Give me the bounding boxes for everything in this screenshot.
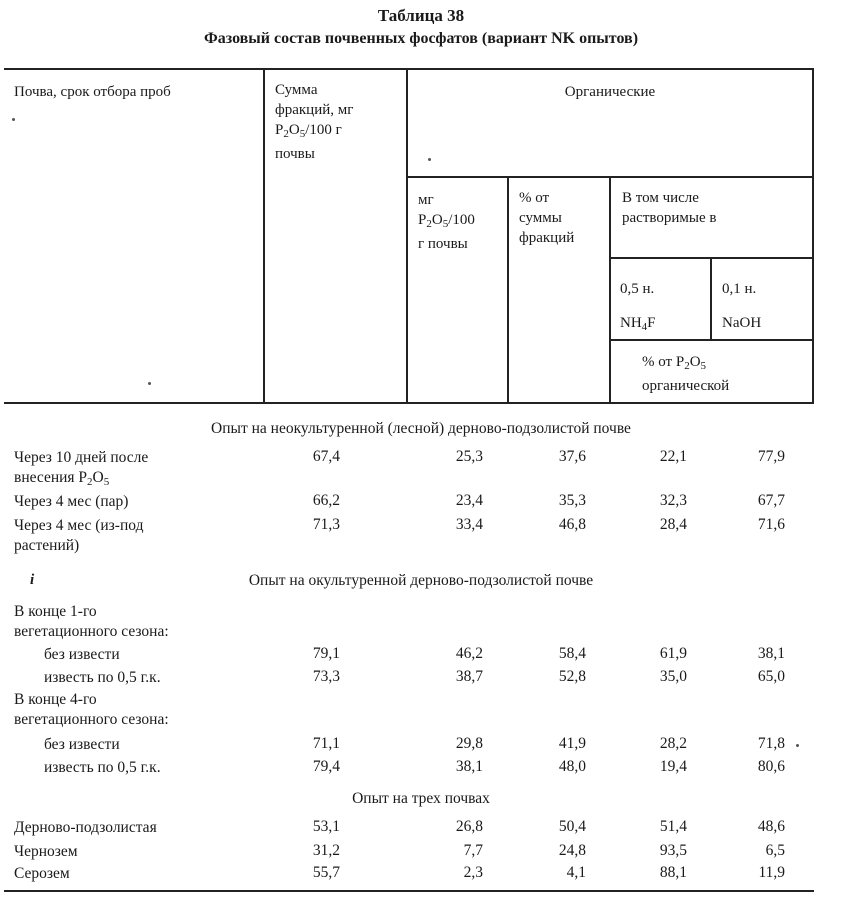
scan-speck <box>148 382 151 385</box>
header-nh4f: 0,5 н. $NH_4F$ <box>620 281 656 333</box>
cell-value: 32,3 <box>659 492 687 509</box>
cell-value: 61,9 <box>659 645 687 662</box>
cell-value: 31,2 <box>312 842 340 859</box>
row-label: Через 4 мес (пар) <box>14 493 129 510</box>
row-label: без извести <box>44 646 120 663</box>
header-sum: Сумма фракций, мг $P_2O_5/100$ г почвы <box>275 82 354 162</box>
cell-value: 77,9 <box>757 448 785 465</box>
header-pct-organic: % от $P_2O_5$ органической <box>642 354 730 394</box>
cell-value: 93,5 <box>659 842 687 859</box>
section-heading-three-soils: Опыт на трех почвах <box>352 790 490 807</box>
cell-value: 38,1 <box>455 758 483 775</box>
cell-value: 23,4 <box>455 492 483 509</box>
cell-value: 71,8 <box>757 735 785 752</box>
cell-value: 73,3 <box>312 668 340 685</box>
cell-value: 79,1 <box>312 645 340 662</box>
cell-value: 58,4 <box>558 645 586 662</box>
cell-value: 46,8 <box>558 516 586 533</box>
cell-value: 65,0 <box>757 668 785 685</box>
scan-speck <box>428 158 431 161</box>
cell-value: 11,9 <box>758 864 785 881</box>
cell-value: 28,4 <box>659 516 687 533</box>
cell-value: 28,2 <box>659 735 687 752</box>
table-title: Таблица 38 <box>377 6 465 25</box>
header-soluble: В том числе растворимые в <box>622 190 717 226</box>
row-label: Чернозем <box>14 843 78 860</box>
table-subtitle: Фазовый состав почвенных фосфатов (вариант NK опытов) <box>203 30 639 47</box>
cell-value: 79,4 <box>312 758 340 775</box>
scan-speck <box>796 744 799 747</box>
header-organic: Органические <box>564 84 656 100</box>
cell-value: 50,4 <box>558 818 586 835</box>
row-label: известь по 0,5 г.к. <box>44 669 161 686</box>
header-divider-2 <box>406 68 408 404</box>
header-bottom-rule <box>4 402 814 404</box>
header-top-rule <box>4 68 814 70</box>
cell-value: 38,1 <box>757 645 785 662</box>
header-naoh: 0,1 н. NaOH <box>722 281 762 331</box>
header-mg: мг $P_2O_5/100$ г почвы <box>418 192 475 252</box>
row-label: Через 4 мес (из-под растений) <box>14 517 144 554</box>
header-divider-4 <box>609 176 611 404</box>
row-label: Через 10 дней после внесения $P_2O_5$ <box>14 449 149 488</box>
cell-value: 24,8 <box>558 842 586 859</box>
cell-value: 71,3 <box>312 516 340 533</box>
header-divider-3 <box>507 176 509 404</box>
cell-value: 80,6 <box>757 758 785 775</box>
row-label: без извести <box>44 736 120 753</box>
cell-value: 46,2 <box>455 645 483 662</box>
cell-value: 25,3 <box>455 448 483 465</box>
row-label: В конце 4-го вегетационного сезона: <box>14 691 169 728</box>
cell-value: 48,0 <box>558 758 586 775</box>
cell-value: 38,7 <box>455 668 483 685</box>
row-label: Дерново-подзолистая <box>14 819 157 836</box>
cell-value: 67,7 <box>757 492 785 509</box>
cell-value: 26,8 <box>455 818 483 835</box>
row-label: В конце 1-го вегетационного сезона: <box>14 603 169 640</box>
cell-value: 52,8 <box>558 668 586 685</box>
scan-speck <box>12 118 15 121</box>
row-label: Серозем <box>14 865 70 882</box>
section-heading-forest: Опыт на неокультуренной (лесной) дерново-подзолистой почве <box>211 420 631 437</box>
cell-value: 37,6 <box>558 448 586 465</box>
cell-value: 71,1 <box>312 735 340 752</box>
cell-value: 6,5 <box>765 842 785 859</box>
cell-value: 19,4 <box>659 758 687 775</box>
cell-value: 2,3 <box>463 864 483 881</box>
cell-value: 35,3 <box>558 492 586 509</box>
row-label: известь по 0,5 г.к. <box>44 759 161 776</box>
header-pct-sum: % от суммы фракций <box>519 190 575 246</box>
table-bottom-rule <box>4 890 814 892</box>
cell-value: 22,1 <box>659 448 687 465</box>
cell-value: 33,4 <box>455 516 483 533</box>
cell-value: 66,2 <box>312 492 340 509</box>
header-divider-5 <box>710 257 712 339</box>
header-right-edge <box>812 68 814 404</box>
cell-value: 71,6 <box>757 516 785 533</box>
section-heading-cultivated: Опыт на окультуренной дерново-подзолистой почве <box>248 572 594 589</box>
header-divider-1 <box>263 68 265 404</box>
header-soil: Почва, срок отбора проб <box>14 84 171 100</box>
cell-value: 88,1 <box>659 864 687 881</box>
cell-value: 7,7 <box>463 842 483 859</box>
cell-value: 53,1 <box>312 818 340 835</box>
cell-value: 35,0 <box>659 668 687 685</box>
cell-value: 51,4 <box>659 818 687 835</box>
cell-value: 55,7 <box>312 864 340 881</box>
cell-value: 48,6 <box>757 818 785 835</box>
cell-value: 67,4 <box>312 448 340 465</box>
cell-value: 29,8 <box>455 735 483 752</box>
cell-value: 41,9 <box>558 735 586 752</box>
cell-value: 4,1 <box>566 864 586 881</box>
section-mark: i <box>30 572 35 588</box>
